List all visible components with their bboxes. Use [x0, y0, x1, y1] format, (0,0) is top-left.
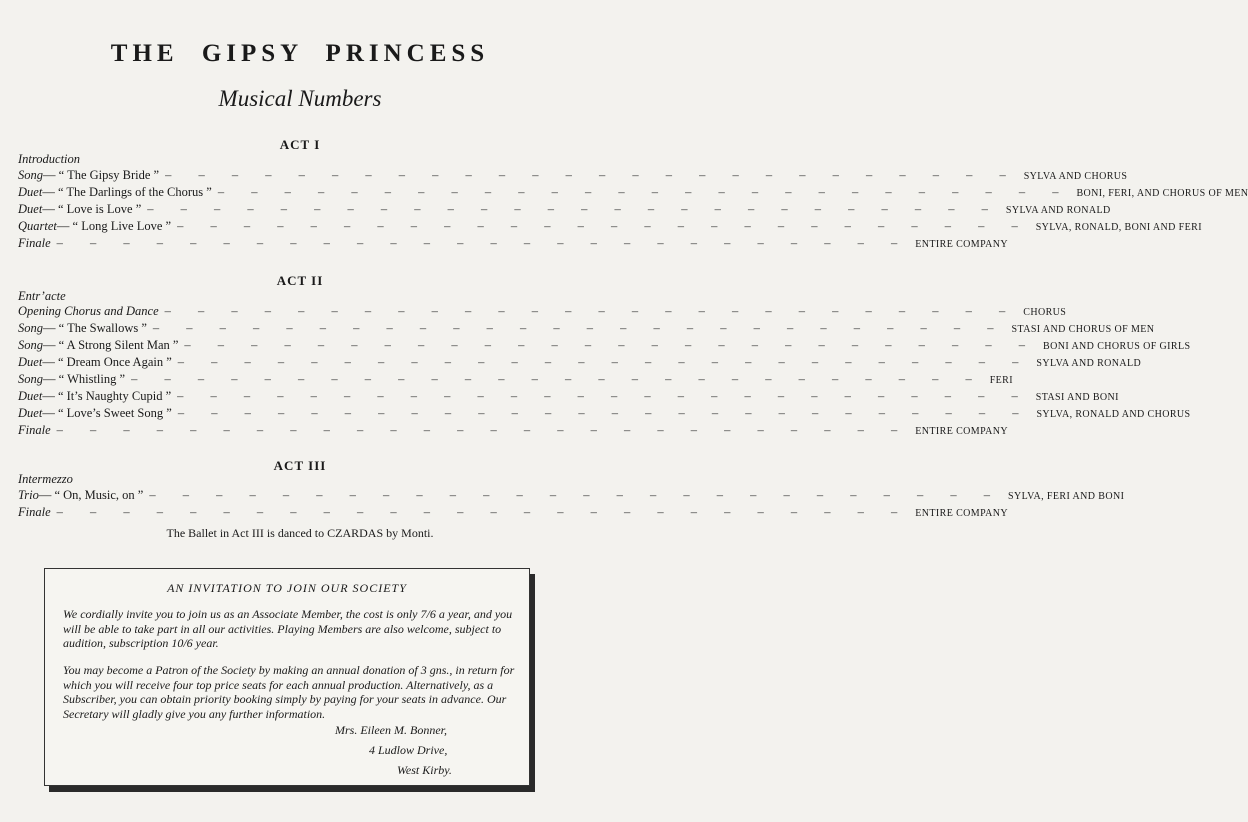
number-type: Duet: [18, 185, 43, 199]
act-heading: ACT II: [276, 273, 324, 288]
address-line: 4 Ludlow Drive,: [369, 743, 448, 757]
number-type: Trio: [18, 488, 39, 502]
performers: SYLVA AND RONALD: [1036, 358, 1142, 369]
dot-leader: – – – – – – – – – – – – – – – – – – – – – – – – – –: [177, 219, 1030, 233]
number-type: Song: [18, 321, 43, 335]
number-title: — “ The Darlings of the Chorus ”: [42, 185, 212, 199]
musical-number-row: [18, 321, 1155, 337]
musical-number-row: [18, 372, 1013, 388]
number-type: Finale: [18, 423, 51, 437]
musical-number-row: [18, 389, 1119, 405]
act-heading: ACT III: [273, 458, 327, 473]
invitation-paragraph: You may become a Patron of the Society by making an annual donation of 3 gns., in return for which you will receive four top price seats for each annual production. Alternatively, as a Subscriber, you can obtain priority booking simply by paying for your seats in advance. Our Secretary will gladly give you any further information.: [63, 663, 515, 721]
page-subtitle: Musical Numbers: [218, 86, 382, 111]
invitation-box: [44, 568, 530, 786]
address-line: West Kirby.: [397, 763, 452, 777]
number-title: — “ It’s Naughty Cupid ”: [42, 389, 172, 403]
musical-number-row: [18, 219, 1202, 235]
section-label: Introduction: [18, 152, 81, 166]
performers: ENTIRE COMPANY: [915, 508, 1009, 519]
section-label: Entr’acte: [18, 289, 66, 303]
musical-number-row: [18, 355, 1142, 371]
ballet-note: The Ballet in Act III is danced to CZARDAS by Monti.: [166, 526, 434, 540]
number-title: — “ A Strong Silent Man ”: [43, 338, 179, 352]
address-line: Mrs. Eileen M. Bonner,: [335, 723, 447, 737]
dot-leader: – – – – – – – – – – – – – – – – – – – – – – – – – –: [164, 304, 1018, 318]
number-type: Opening Chorus and Dance: [18, 304, 159, 318]
number-title: — “ On, Music, on ”: [38, 488, 144, 502]
number-type: Song: [18, 338, 43, 352]
number-type: Duet: [18, 355, 43, 369]
number-type: Song: [18, 372, 43, 386]
dot-leader: – – – – – – – – – – – – – – – – – – – – – – – – – –: [184, 338, 1038, 352]
dot-leader: – – – – – – – – – – – – – – – – – – – – – – – – – –: [147, 202, 1000, 216]
musical-number-row: [18, 236, 1009, 252]
number-type: Finale: [18, 505, 51, 519]
musical-number-row: [18, 168, 1128, 184]
dot-leader: – – – – – – – – – – – – – – – – – – – – – – – – – –: [152, 321, 1006, 335]
performers: SYLVA, FERI AND BONI: [1007, 491, 1125, 502]
number-title: — “ Whistling ”: [43, 372, 126, 386]
dot-leader: – – – – – – – – – – – – – – – – – – – – – – – – – –: [177, 355, 1031, 369]
musical-number-row: [18, 488, 1125, 504]
number-title: — “ The Gipsy Bride ”: [43, 168, 160, 182]
dot-leader: – – – – – – – – – – – – – – – – – – – – – – – – – –: [131, 372, 984, 386]
musical-number-row: [18, 505, 1009, 521]
musical-number-row: [18, 423, 1009, 439]
number-type: Finale: [18, 236, 51, 250]
performers: ENTIRE COMPANY: [915, 426, 1009, 437]
performers: STASI AND BONI: [1035, 392, 1119, 403]
musical-number-row: [18, 304, 1067, 320]
dot-leader: – – – – – – – – – – – – – – – – – – – – – – – – – –: [56, 236, 910, 250]
number-title: — “ Love is Love ”: [42, 202, 142, 216]
number-type: Duet: [18, 202, 43, 216]
dot-leader: – – – – – – – – – – – – – – – – – – – – – – – – – –: [56, 423, 910, 437]
number-type: Duet: [18, 389, 43, 403]
musical-number-row: [18, 406, 1191, 422]
performers: FERI: [989, 375, 1013, 386]
musical-number-row: [18, 202, 1111, 218]
dot-leader: – – – – – – – – – – – – – – – – – – – – – – – – – –: [149, 488, 1002, 502]
performers: STASI AND CHORUS OF MEN: [1011, 324, 1155, 335]
dot-leader: – – – – – – – – – – – – – – – – – – – – – – – – – –: [177, 406, 1031, 420]
number-title: — “ Dream Once Again ”: [42, 355, 172, 369]
number-type: Duet: [18, 406, 43, 420]
performers: SYLVA AND RONALD: [1005, 205, 1111, 216]
dot-leader: – – – – – – – – – – – – – – – – – – – – – – – – – –: [177, 389, 1030, 403]
secretary-address: [335, 723, 515, 783]
performers: SYLVA, RONALD, BONI AND FERI: [1035, 222, 1202, 233]
number-title: — “ The Swallows ”: [43, 321, 147, 335]
number-title: — “ Long Live Love ”: [56, 219, 172, 233]
performers: ENTIRE COMPANY: [915, 239, 1009, 250]
musical-number-row: [18, 338, 1191, 354]
dot-leader: – – – – – – – – – – – – – – – – – – – – – – – – – –: [165, 168, 1018, 182]
dot-leader: – – – – – – – – – – – – – – – – – – – – – – – – – –: [56, 505, 910, 519]
musical-number-row: [18, 185, 1248, 201]
number-type: Song: [18, 168, 43, 182]
performers: CHORUS: [1023, 307, 1067, 318]
performers: BONI, FERI, AND CHORUS OF MEN: [1076, 188, 1248, 199]
page-title: THE GIPSY PRINCESS: [110, 40, 490, 67]
performers: BONI AND CHORUS OF GIRLS: [1043, 341, 1191, 352]
invitation-heading: AN INVITATION TO JOIN OUR SOCIETY: [167, 581, 407, 595]
dot-leader: – – – – – – – – – – – – – – – – – – – – – – – – – –: [217, 185, 1071, 199]
section-label: Intermezzo: [18, 472, 73, 486]
invitation-paragraph: We cordially invite you to join us as an Associate Member, the cost is only 7/6 a year, and you will be able to take part in all our activities. Playing Members are also welcome, subject to audition, subscription 10/6 year.: [63, 607, 513, 650]
performers: SYLVA AND CHORUS: [1023, 171, 1128, 182]
performers: SYLVA, RONALD AND CHORUS: [1036, 409, 1191, 420]
number-title: — “ Love’s Sweet Song ”: [42, 406, 172, 420]
number-type: Quartet: [18, 219, 57, 233]
act-heading: ACT I: [279, 137, 321, 152]
